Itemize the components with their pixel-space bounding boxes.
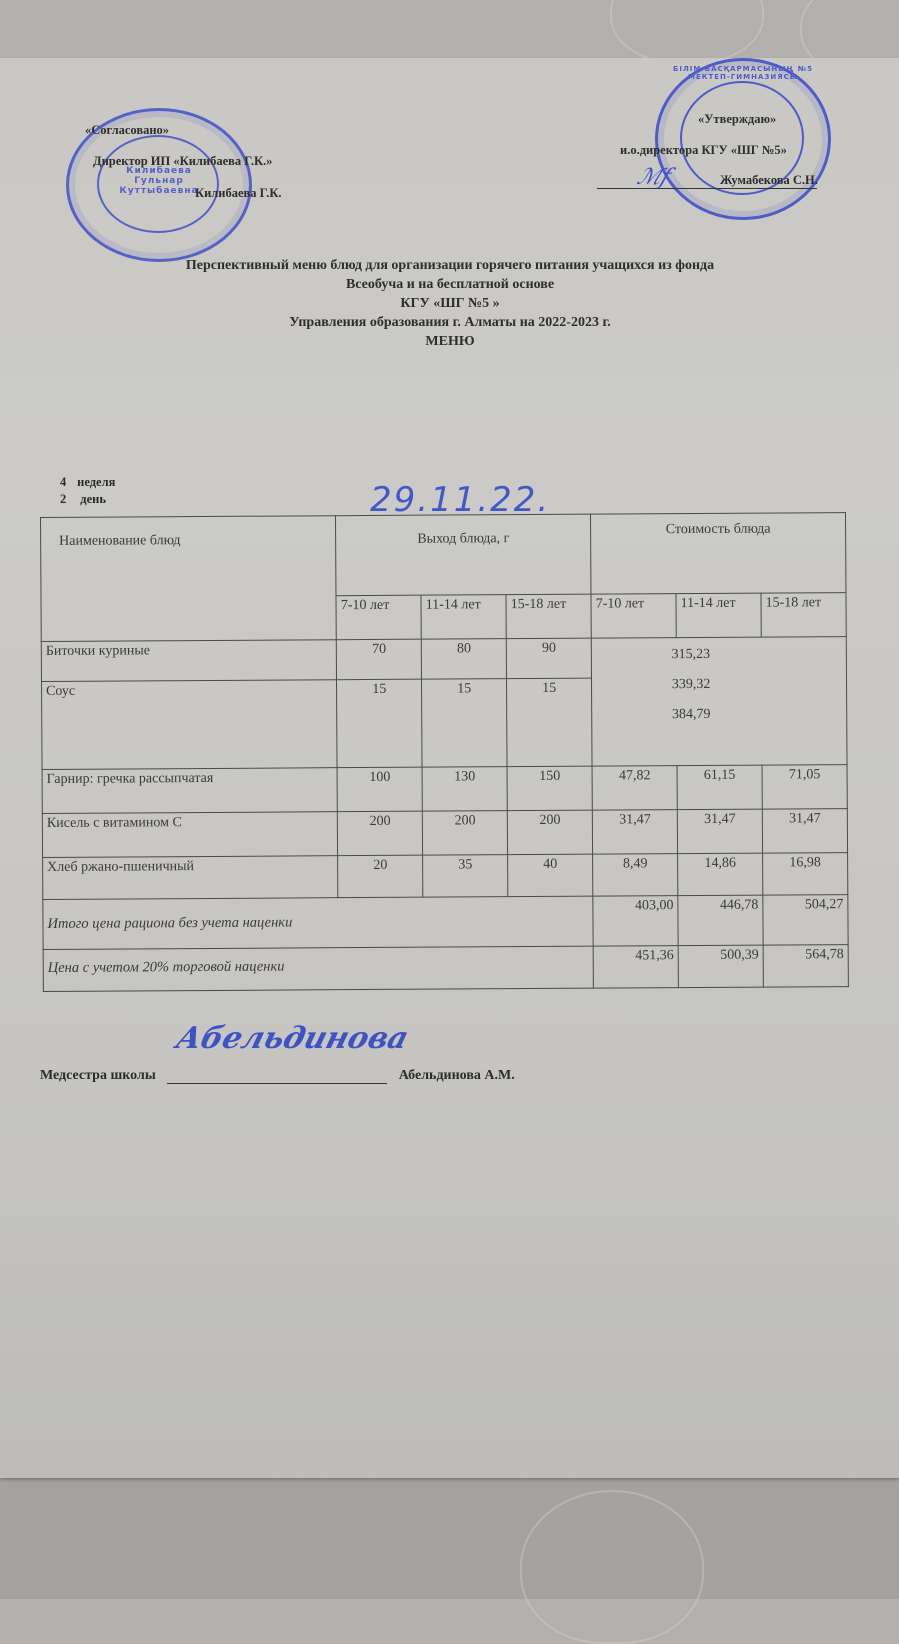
yield-value: 200 <box>423 811 508 856</box>
background-ornament <box>520 1490 704 1644</box>
title-line-3: КГУ «ШГ №5 » <box>400 296 500 311</box>
yield-value: 130 <box>422 767 507 812</box>
approval-left-signatory: Килибаева Г.К. <box>195 186 282 200</box>
yield-age-15-18: 15-18 лет <box>506 594 591 639</box>
cost-age-11-14: 11-14 лет <box>676 593 761 638</box>
total-markup-label: Цена с учетом 20% торговой наценки <box>43 946 593 991</box>
approval-right-signature-line <box>597 188 817 189</box>
cost-age-15-18: 15-18 лет <box>761 593 846 638</box>
merged-cost-11-14: 339,32 <box>671 676 711 693</box>
approval-right-signature: ℳf <box>633 165 675 190</box>
approval-right-heading: «Утверждаю» <box>698 112 777 126</box>
total-markup-value: 500,39 <box>678 945 763 988</box>
total-value: 504,27 <box>763 895 848 946</box>
total-value: 446,78 <box>678 895 763 946</box>
cost-value: 61,15 <box>677 765 762 810</box>
approval-left-heading: «Согласовано» <box>85 123 170 137</box>
cost-value: 16,98 <box>763 853 848 896</box>
handwritten-date: 29.11.22. <box>370 480 551 520</box>
yield-value: 40 <box>508 854 593 897</box>
table-row <box>43 853 848 900</box>
merged-cost-15-18: 384,79 <box>671 706 711 723</box>
dish-name: Биточки куриные <box>41 640 337 682</box>
yield-value: 150 <box>507 766 592 811</box>
title-line-2: Всеобуча и на бесплатной основе <box>345 277 555 292</box>
merged-cost-cell <box>591 637 847 767</box>
total-value: 403,00 <box>593 896 678 947</box>
table-row <box>42 809 847 858</box>
yield-value: 15 <box>422 679 507 768</box>
yield-value: 90 <box>506 638 591 679</box>
title-line-4: Управления образования г. Алматы на 2022-2023 г. <box>289 315 611 330</box>
total-markup-value: 564,78 <box>763 945 848 988</box>
yield-value: 200 <box>338 811 423 856</box>
cost-age-7-10: 7-10 лет <box>591 594 676 639</box>
yield-value: 70 <box>337 639 422 680</box>
yield-value: 20 <box>338 855 423 898</box>
total-row <box>43 895 848 950</box>
table-row <box>41 637 846 682</box>
menu-table <box>40 512 849 992</box>
yield-value: 200 <box>507 810 592 855</box>
round-stamp-right <box>655 58 831 220</box>
total-label: Итого цена рациона без учета наценки <box>43 896 593 949</box>
yield-value: 100 <box>337 767 422 812</box>
signature-line <box>167 1021 413 1084</box>
handwritten-signature: Абельдинова <box>172 1021 413 1056</box>
stamp-left-text: Килибаева Гульнар Куттыбаевна <box>119 166 199 196</box>
approval-left-position: Директор ИП «Килибаева Г.К.» <box>93 154 273 168</box>
approval-right-position: и.о.директора КГУ «ШГ №5» <box>620 143 787 157</box>
dish-name: Гарнир: гречка рассыпчатая <box>42 768 338 814</box>
yield-age-11-14: 11-14 лет <box>421 595 506 640</box>
nurse-name: Абельдинова А.М. <box>398 1068 515 1083</box>
week-day-info <box>60 474 115 508</box>
cost-value: 47,82 <box>592 766 677 811</box>
dish-name: Соус <box>42 680 338 770</box>
header-cost: Стоимость блюда <box>591 513 846 595</box>
document-title <box>60 256 840 351</box>
cost-value: 71,05 <box>762 765 847 810</box>
background-ornament <box>610 0 764 64</box>
merged-cost-7-10: 315,23 <box>671 646 711 663</box>
yield-value: 35 <box>423 855 508 898</box>
header-yield: Выход блюда, г <box>336 514 591 596</box>
cost-value: 31,47 <box>592 810 677 855</box>
approval-right-signatory: Жумабекова С.Н. <box>720 173 818 187</box>
yield-value: 15 <box>507 678 592 767</box>
header-row <box>41 513 846 598</box>
cost-value: 8,49 <box>593 854 678 897</box>
stamp-right-text: БІЛІМ БАСҚАРМАСЫНЫҢ №5 МЕКТЕП-ГИМНАЗИЯСЫ <box>673 65 813 81</box>
title-line-1: Перспективный меню блюд для организации горячего питания учащихся из фонда <box>185 258 715 273</box>
yield-age-7-10: 7-10 лет <box>336 595 421 640</box>
yield-value: 15 <box>337 679 422 768</box>
cost-value: 31,47 <box>677 809 762 854</box>
table-row <box>42 765 847 814</box>
nurse-signature-row <box>40 1021 515 1084</box>
yield-value: 80 <box>421 639 506 680</box>
total-markup-value: 451,36 <box>593 946 678 989</box>
nurse-role: Медсестра школы <box>40 1068 156 1083</box>
dish-name: Кисель с витамином С <box>42 812 338 858</box>
title-line-5: МЕНЮ <box>425 334 475 349</box>
header-dish-name: Наименование блюд <box>41 516 337 642</box>
total-row-with-markup <box>43 945 848 992</box>
cost-value: 31,47 <box>762 809 847 854</box>
dish-name: Хлеб ржано-пшеничный <box>43 856 339 900</box>
day-line: 2 день <box>60 492 106 506</box>
week-line: 4 неделя <box>60 475 116 489</box>
cost-value: 14,86 <box>678 853 763 896</box>
